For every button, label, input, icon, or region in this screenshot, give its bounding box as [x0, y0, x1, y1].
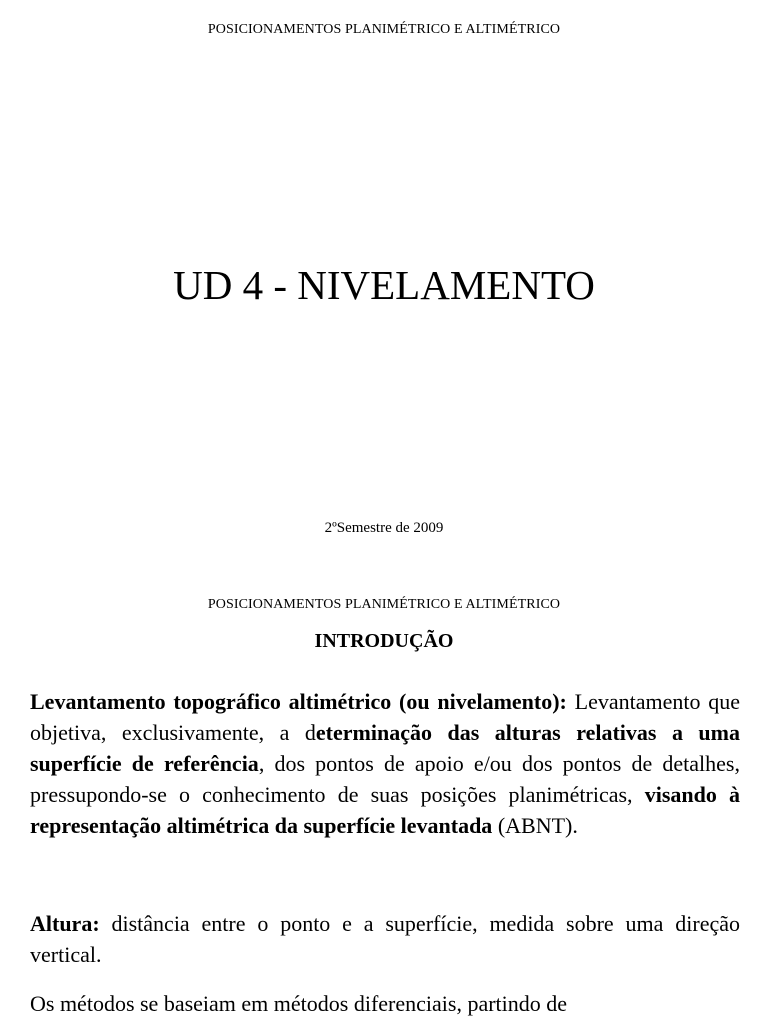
paragraph-text: Os métodos se baseiam em métodos diferenciais, partindo de [30, 991, 568, 1016]
paragraph-text: (ABNT). [492, 813, 578, 838]
paragraph-methods [30, 988, 740, 1019]
emphasis-text: visando à representação altimétrica da superfície levantada [30, 782, 740, 838]
page-header: POSICIONAMENTOS PLANIMÉTRICO E ALTIMÉTRICO [207, 597, 561, 612]
main-title: UD 4 - NIVELAMENTO [173, 262, 595, 308]
section-title: INTRODUÇÃO [314, 630, 454, 652]
paragraph-text: Levantamento que objetiva, exclusivamente, a d [30, 689, 740, 745]
paragraph-definition-height [30, 908, 740, 970]
term-height: Altura: [30, 911, 100, 936]
paragraph-text: , dos pontos de apoio e/ou dos pontos de detalhes, pressupondo-se o conhecimento de suas posições planimétricas, [30, 751, 740, 807]
paragraph-definition-leveling [30, 686, 740, 841]
emphasis-text: eterminação das alturas relativas a uma superfície de referência [30, 720, 740, 776]
term-leveling: Levantamento topográfico altimétrico (ou nivelamento): [30, 689, 567, 714]
page-header: POSICIONAMENTOS PLANIMÉTRICO E ALTIMÉTRICO [207, 22, 561, 37]
semester-label: 2ºSemestre de 2009 [324, 520, 444, 536]
paragraph-text: distância entre o ponto e a superfície, medida sobre uma direção vertical. [30, 911, 740, 967]
